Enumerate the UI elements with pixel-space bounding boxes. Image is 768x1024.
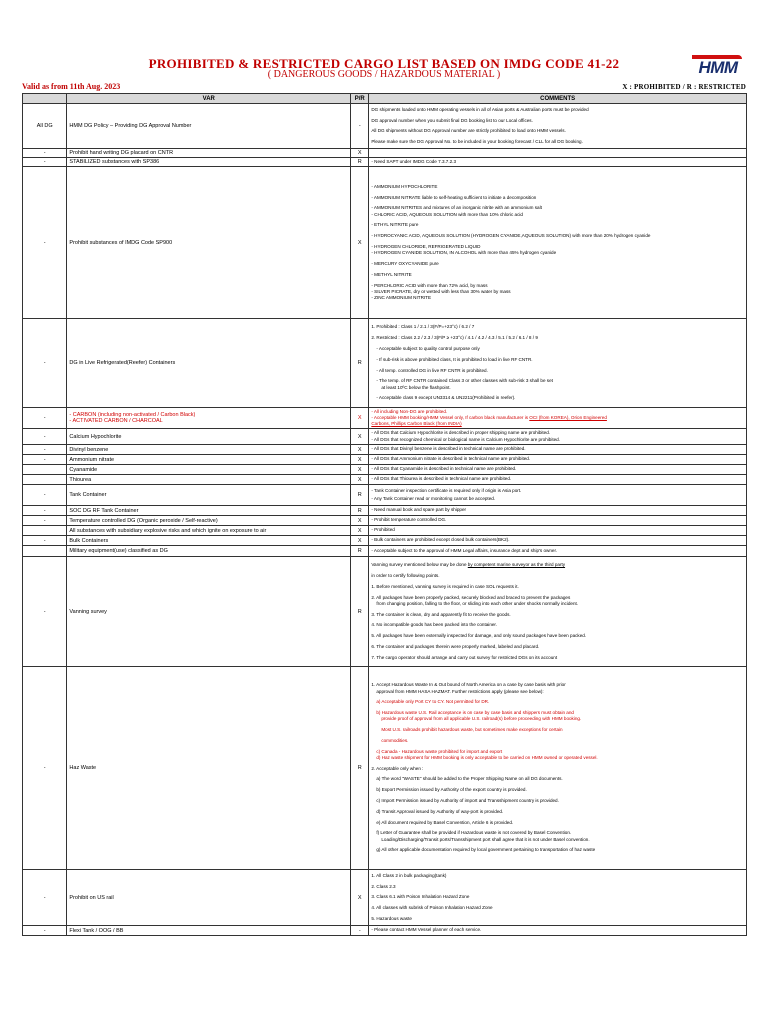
comment-line: - HYDROCYANIC ACID, AQUEOUS SOLUTION (HYDROGEN CYANIDE,AQUEOUS SOLUTION) with more than 20% hydrogen cyanide — [371, 233, 651, 239]
comment-line: - Acceptable subject to the approval of HMM Legal affairs, insurance dept and ship's owner. — [371, 547, 557, 553]
comment-line: - AMMONIUM NITRATE liable to self-heating sufficient to initiate a decomposition — [371, 194, 537, 200]
comment-line: - PERCHLORIC ACID with more than 72% acid, by mass — [371, 282, 488, 288]
row-item: - — [23, 926, 67, 936]
comment-line: Please make sure the DG Approval No. to be included in your booking forecast / CLL for all DG booking. — [371, 139, 583, 145]
table-row — [23, 870, 747, 926]
comment-line: a) Acceptable only Port CY to CY. Not permitted for DR. — [376, 699, 490, 705]
comment-line: Carbons, Phillips Carbon Black (from INDIA) — [371, 421, 462, 427]
comment-line: g) All other applicable documentation required by local government pertaining to transportation of haz waste — [376, 847, 596, 853]
comment-line: - SILVER PICRATE, dry or wetted with less than 30% water by mass — [371, 288, 511, 294]
row-item: - — [23, 516, 67, 526]
row-pr: R — [351, 158, 369, 167]
table-row — [23, 429, 747, 445]
row-var: Temperature controlled DG (Organic peroxide / Self-reactive) — [67, 516, 351, 526]
row-item: - — [23, 455, 67, 465]
row-var: Bulk Containers — [67, 536, 351, 546]
hmm-logo — [688, 52, 746, 76]
comment-line: - METHYL NITRITE — [371, 271, 412, 277]
cargo-table — [22, 93, 747, 936]
row-pr: R — [351, 557, 369, 667]
row-pr: X — [351, 475, 369, 485]
comment-line: 7. The cargo operator should arrange and carry out survey for restricted DGs on its account — [371, 654, 558, 660]
row-pr: X — [351, 445, 369, 455]
table-row — [23, 546, 747, 557]
row-pr: R — [351, 546, 369, 557]
comment-line: - Need manual book and spare part by shipper — [371, 507, 467, 513]
comment-line: approval from HMM HASA HAZMAT. Further restrictions apply (please see below): — [376, 688, 544, 694]
row-var — [67, 408, 351, 429]
comment-line: 1. All Class 2 in bulk packaging(tank) — [371, 872, 447, 878]
row-item — [23, 465, 67, 475]
row-pr: - — [351, 926, 369, 936]
comment-line: provide proof of approval from all applicable U.S. railroad(s) before proceeding with HMM booking. — [381, 716, 582, 722]
comment-line: 2. Acceptable only when : — [371, 765, 424, 771]
row-item — [23, 546, 67, 557]
row-item: - — [23, 319, 67, 408]
comment-line: - MERCURY OXYCYANIDE pure — [371, 260, 439, 266]
row-var: Haz Waste — [67, 667, 351, 870]
row-comments — [369, 167, 747, 319]
row-item: - — [23, 667, 67, 870]
table-row — [23, 167, 747, 319]
comment-line: - CHLORIC ACID, AQUEOUS SOLUTION with more than 10% chloric acid — [371, 211, 523, 217]
row-var: HMM DG Policy – Providing DG Approval Number — [67, 104, 351, 149]
comment-line: - AMMONIUM HYPOCHLORITE — [371, 183, 438, 189]
table-row — [23, 158, 747, 167]
comment-line: - Acceptable class 9 except UN3314 & UN2211(Prohibited in reefer). — [376, 395, 516, 401]
row-item — [23, 526, 67, 536]
row-comments — [369, 870, 747, 926]
comment-line: - Bulk containers are prohibited except closed bulk containers(BK2). — [371, 537, 510, 543]
comment-line: 4. No incompatible goods has been packed into the container. — [371, 622, 497, 628]
row-pr: - — [351, 104, 369, 149]
row-item: - — [23, 408, 67, 429]
comment-line: - All including Non-DG are prohibited. — [371, 408, 448, 414]
comment-line: - Acceptable subject to quality control purpose only — [376, 346, 480, 352]
page-subtitle: ( DANGEROUS GOODS / HAZARDOUS MATERIAL ) — [267, 69, 501, 80]
table-row — [23, 526, 747, 536]
var-line: - CARBON (including non-activated / Carbon Black) — [69, 412, 196, 418]
comment-line: 4. All classes with subrisk of Poison Inhalation Hazard Zone — [371, 905, 493, 911]
row-pr: R — [351, 485, 369, 506]
row-comments — [369, 465, 747, 475]
row-item: - — [23, 445, 67, 455]
row-var: DG in Live Refrigerated(Reefer) Containers — [67, 319, 351, 408]
row-item: - — [23, 536, 67, 546]
row-var: Prohibit on US rail — [67, 870, 351, 926]
table-row — [23, 536, 747, 546]
comment-line: 2. Class 2.3 — [371, 883, 396, 889]
table-row — [23, 408, 747, 429]
row-var: All substances with subsidiary explosive risks and which ignite on exposure to air — [67, 526, 351, 536]
row-pr: X — [351, 455, 369, 465]
row-comments — [369, 455, 747, 465]
row-item: - — [23, 870, 67, 926]
col-header-pr: P/R — [351, 94, 369, 104]
comment-line: - All DGs that Divinyl benzene is described in technical name are prohibited. — [371, 446, 526, 452]
comment-line: at least 10ºC below the flashpoint. — [381, 384, 451, 390]
row-comments — [369, 516, 747, 526]
comment-line: c) Canada - Hazardous waste prohibited for import and export — [376, 748, 503, 754]
row-var: Thiourea — [67, 475, 351, 485]
comment-line: f) Letter of Guarantee shall be provided if Hazardous waste is not covered by Basel Convention. — [376, 830, 572, 836]
comment-line: 1. Prohibited : Class 1 / 2.1 / 3(F/P=+23°c) / 6.2 / 7 — [371, 324, 475, 330]
row-var: SOC DG RF Tank Container — [67, 506, 351, 516]
row-comments — [369, 506, 747, 516]
row-pr: X — [351, 526, 369, 536]
comment-text: Vanning survey mentioned below may be done — [371, 562, 468, 568]
logo-text: HMM — [698, 58, 738, 77]
row-comments — [369, 429, 747, 445]
row-var: Vanning survey — [67, 557, 351, 667]
row-comments — [369, 557, 747, 667]
row-var: Military equipment(use) classified as DG — [67, 546, 351, 557]
valid-date: Valid as from 11th Aug. 2023 — [22, 82, 121, 91]
table-row — [23, 485, 747, 506]
comment-line: b) Hazardous waste U.S. Rail acceptance is on case by case basis and shippers must obtain and — [376, 710, 574, 716]
row-pr: R — [351, 506, 369, 516]
row-item: - — [23, 557, 67, 667]
comment-line: - ZINC AMMONIUM NITRITE — [371, 294, 432, 300]
row-comments — [369, 104, 747, 149]
row-pr: R — [351, 319, 369, 408]
comment-line: b) Export Permission issued by Authority of the export country is provided. — [376, 787, 527, 793]
comment-line: 2. All packages have been properly packed, securely blocked and braced to prevent the packages — [371, 594, 571, 600]
legend-text: X : PROHIBITED / R : RESTRICTED — [622, 83, 746, 91]
comment-line: - If sub-risk is above prohibited class, It is prohibited to load in live RF CNTR. — [376, 356, 533, 362]
comment-line: - All temp. controlled DG in live RF CNTR is prohibited. — [376, 367, 488, 373]
comment-line: d) Haz waste shipment for HMM booking is only acceptable to be carried on HMM owned or operated vessel. — [376, 754, 598, 760]
comment-line: - All DGs that Calcium Hypochlorite is described in proper shipping name are prohibited. — [371, 430, 551, 436]
comment-line: a) The word "WASTE" should be added to the Proper Shipping Name on all DG documents. — [376, 776, 563, 782]
row-var: Prohibit hand writing DG placard on CNTR — [67, 149, 351, 158]
comment-line: - HYDROGEN CHLORIDE, REFRIGERATED LIQUID — [371, 244, 481, 249]
comment-line: - Any Tank Container read or monitoring cannot be accepted. — [371, 496, 496, 501]
row-comments — [369, 319, 747, 408]
row-var: Flexi Tank / OOG / BB — [67, 926, 351, 936]
row-item: - — [23, 506, 67, 516]
comment-line: - All DGs that recognized chemical or biological name is Calcium Hypochlorite are prohibited. — [371, 436, 561, 442]
comment-line: - HYDROGEN CYANIDE SOLUTION, IN ALCOHOL with more than 45% hydrogen cyanide — [371, 250, 557, 256]
comment-line: commodities. — [381, 737, 409, 743]
comment-line: All DG shipments without DG Approval number are strictly prohibited to load onto HMM vessels. — [371, 128, 566, 134]
row-comments — [369, 158, 747, 167]
table-row — [23, 445, 747, 455]
comment-line: 5. Hazardous waste — [371, 915, 412, 921]
comment-line: e) All document required by Basel Convention, Article 6 is provided. — [376, 819, 514, 825]
row-pr: X — [351, 870, 369, 926]
comment-line: DG shipments loaded onto HMM operating vessels in all of Asian ports & Australian ports must be provided — [371, 106, 589, 112]
surveyor-note: by competent marine surveyor as the third party — [467, 562, 566, 568]
comment-text: - Acceptable HMM booking/HMM Vessel only, If carbon black manufacturer is — [371, 414, 530, 420]
table-row — [23, 516, 747, 526]
col-header-comments: COMMENTS — [369, 94, 747, 104]
page-title: PROHIBITED & RESTRICTED CARGO LIST BASED ON IMDG CODE 41-22 — [148, 56, 620, 71]
table-row — [23, 104, 747, 149]
comment-line: - Tank Container inspection certificate is required only if origin is Asia port. — [371, 487, 522, 493]
row-var: Prohibit substances of IMDG Code SP900 — [67, 167, 351, 319]
comment-line: DG approval number when you submit final DG booking list to our Local offices. — [371, 117, 533, 123]
table-row — [23, 506, 747, 516]
row-pr: X — [351, 536, 369, 546]
comment-line: Most U.S. railroads prohibit hazardous waste, but sometimes make exceptions for certain — [381, 727, 563, 733]
row-item: - — [23, 149, 67, 158]
row-comments — [369, 667, 747, 870]
row-var: Tank Container — [67, 485, 351, 506]
row-pr: X — [351, 465, 369, 475]
comment-line: - All DGs that Ammonium nitrate is described in technical name are prohibited. — [371, 456, 531, 462]
comment-line: Loading/Discharging/Transit ports/Transshipment port shall agree that it is not under Basel convention. — [381, 836, 590, 842]
row-pr: X — [351, 408, 369, 429]
row-comments — [369, 526, 747, 536]
comment-line: - Please contact HMM Vessel planner of each service. — [371, 927, 482, 933]
table-row — [23, 465, 747, 475]
comment-line: in order to certify following points. — [371, 572, 440, 578]
row-comments — [369, 408, 747, 429]
col-header-item — [23, 94, 67, 104]
table-row — [23, 557, 747, 667]
comment-line: 3. Class 6.1 with Poison Inhalation Hazard Zone — [371, 894, 470, 900]
comment-line: - All DGs that Cyanamide is described in technical name are prohibited. — [371, 466, 517, 472]
comment-line: d) Transit Approval issued by Authority of way-port is provided. — [376, 808, 504, 814]
row-comments — [369, 485, 747, 506]
table-row — [23, 455, 747, 465]
col-header-var: VAR — [67, 94, 351, 104]
row-item: - — [23, 485, 67, 506]
comment-line: - ETHYL NITRITE pure — [371, 222, 419, 228]
row-var: Divinyl benzene — [67, 445, 351, 455]
row-item — [23, 475, 67, 485]
comment-line: 5. All packages have been externally inspected for damage, and only sound packages have been packed. — [371, 633, 587, 639]
row-var: Ammonium nitrate — [67, 455, 351, 465]
row-var: STABILIZED substances with SP386 — [67, 158, 351, 167]
row-pr: X — [351, 149, 369, 158]
row-pr: X — [351, 429, 369, 445]
row-pr: X — [351, 167, 369, 319]
row-item: - — [23, 429, 67, 445]
row-item: - — [23, 167, 67, 319]
comment-line: c) Import Permission issued by Authority of import and Transshipment country is provided. — [376, 798, 559, 804]
row-pr: X — [351, 516, 369, 526]
table-row — [23, 149, 747, 158]
comment-line: 6. The container and packages therein were properly marked, labeled and placard. — [371, 643, 540, 649]
comment-line: - Prohibit temperature controlled DG. — [371, 517, 447, 523]
table-row — [23, 667, 747, 870]
table-row — [23, 319, 747, 408]
comment-line: 1. Accept Hazardous Waste In & Out bound of North America on a case by case basis with prior — [371, 682, 566, 688]
comment-line: 2. Restricted : Class 2.2 / 2.3 / 3(F/P ≥ +23°c) / 4.1 / 4.2 / 4.3 / 5.1 / 5.2 / 6.1 / 8 / 9 — [371, 335, 538, 341]
comment-line: - The temp. of RF CNTR contained Class 3 or other classes with sub-risk 3 shall be set — [376, 378, 553, 384]
comment-line: 1. Before mentioned, vanning survey is required in case SOL requests it. — [371, 583, 519, 589]
row-pr: R — [351, 667, 369, 870]
comment-line: from changing position, falling to the floor, or sliding into each other under shocks normally incident. — [376, 600, 579, 606]
table-row — [23, 926, 747, 936]
row-item: All DG — [23, 104, 67, 149]
table-row — [23, 475, 747, 485]
comment-line: - AMMONIUM NITRITES and mixtures of an inorganic nitrite with an ammonium salt — [371, 205, 542, 211]
row-comments — [369, 536, 747, 546]
comment-line: - Prohibited — [371, 527, 395, 533]
comment-line: 3. The container is clean, dry and apparently fit to receive the goods. — [371, 611, 511, 617]
comment-line: - All DGs that Thiourea is described in technical name are prohibited. — [371, 476, 512, 482]
var-line: - ACTIVATED CARBON / CHARCOAL — [69, 418, 163, 424]
table-header-row — [23, 94, 747, 104]
comment-line: - Need SAPT under IMDG Code 7.3.7.2.3 — [371, 158, 457, 164]
row-var: Calcium Hypochlorite — [67, 429, 351, 445]
row-var: Cyanamide — [67, 465, 351, 475]
row-comments — [369, 926, 747, 936]
manufacturer-list: OCI (from KOREA), Orion Engineered — [529, 414, 607, 420]
row-comments — [369, 546, 747, 557]
row-comments — [369, 445, 747, 455]
row-comments — [369, 149, 747, 158]
row-comments — [369, 475, 747, 485]
row-item: - — [23, 158, 67, 167]
